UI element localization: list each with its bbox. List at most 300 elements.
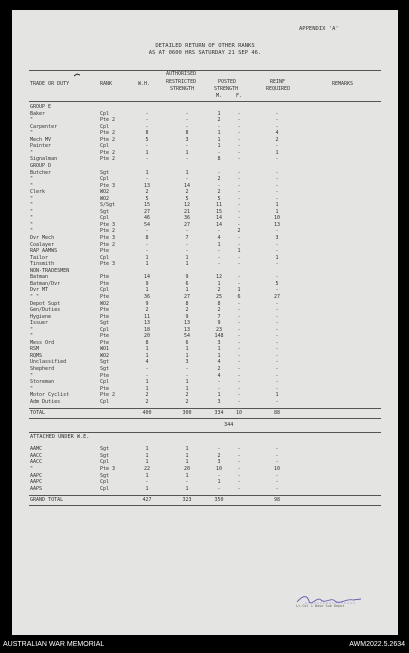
cell-trade: AACC [30, 459, 43, 466]
cell-rank: Cpl [100, 326, 110, 333]
cell-rein: 2 [275, 136, 279, 143]
col-trade-header: TRADE OR DUTY [30, 81, 70, 87]
cell-f: - [237, 352, 241, 359]
cell-auth: 1 [185, 346, 189, 353]
cell-m: - [217, 254, 221, 261]
cell-rank: Pte [100, 372, 110, 379]
cell-wh: 9 [145, 280, 149, 287]
cell-f: - [237, 479, 241, 486]
cell-m: 3 [217, 339, 221, 346]
cell-trade: " [30, 149, 34, 156]
cell-trade: " [30, 130, 34, 137]
cell-trade: Adm Duties [30, 398, 61, 405]
cell-trade: Hygiene [30, 313, 52, 320]
cell-m: 12 [215, 274, 223, 281]
cell-rank: Pte [100, 313, 110, 320]
cell-trade: Coalayer [30, 241, 55, 248]
cell-auth: 21 [183, 208, 191, 215]
total-auth: 300 [182, 410, 192, 417]
cell-trade: " " [30, 293, 40, 300]
cell-rank: Cpl [100, 110, 110, 117]
cell-trade: Dvr MT [30, 287, 49, 294]
cell-m: 2 [217, 176, 221, 183]
cell-trade: " [30, 228, 34, 235]
col-m-header: M. [216, 93, 223, 99]
cell-rank: Cpl [100, 479, 110, 486]
cell-wh: 2 [145, 307, 149, 314]
col-reinf-header-1: REINF [270, 79, 286, 85]
cell-auth: 2 [185, 307, 189, 314]
cell-m: 4 [217, 372, 221, 379]
cell-auth: - [185, 479, 189, 486]
cell-trade: " [30, 195, 34, 202]
cell-auth: 5 [185, 195, 189, 202]
cell-rein: 13 [273, 221, 281, 228]
cell-rein: - [275, 261, 279, 268]
cell-wh: 1 [145, 452, 149, 459]
cell-trade: " [30, 208, 34, 215]
cell-rein: 1 [275, 208, 279, 215]
cell-f: - [237, 149, 241, 156]
cell-wh: - [145, 241, 149, 248]
cell-f: - [237, 372, 241, 379]
cell-f: - [237, 452, 241, 459]
cell-rein: 4 [275, 130, 279, 137]
cell-wh: 8 [145, 235, 149, 241]
cell-wh: 36 [143, 293, 151, 300]
cell-wh: 46 [143, 215, 151, 222]
cell-wh: 4 [145, 359, 149, 366]
total-wh: 400 [142, 410, 152, 417]
cell-f: - [237, 366, 241, 372]
cell-rank: Cpl [100, 215, 110, 222]
cell-rein: - [275, 372, 279, 379]
grand-total-wh: 427 [142, 497, 152, 504]
cell-rank: Pte [100, 307, 110, 314]
cell-auth: - [185, 248, 189, 255]
cell-wh: 1 [145, 446, 149, 453]
cell-f: - [237, 208, 241, 215]
cell-auth: 1 [185, 287, 189, 294]
cell-trade: Issuer [30, 320, 49, 327]
total-rule-top [29, 408, 381, 409]
cell-auth: 3 [185, 136, 189, 143]
cell-rank: Pte 3 [100, 261, 116, 268]
cell-rein: - [275, 287, 279, 294]
cell-auth: - [185, 110, 189, 117]
grand-total-label: GRAND TOTAL [30, 497, 64, 504]
cell-m: 1 [217, 110, 221, 117]
cell-wh: - [145, 248, 149, 255]
cell-rein: - [275, 346, 279, 353]
cell-rein: - [275, 156, 279, 163]
cell-rein: 1 [275, 202, 279, 209]
cell-f: - [237, 215, 241, 222]
col-reinf-header-2: REQUIRED [266, 86, 291, 92]
cell-rein: - [275, 333, 279, 340]
cell-rank: Pte 3 [100, 221, 116, 228]
grand-total-reinf: 98 [273, 497, 281, 504]
cell-rein: - [275, 117, 279, 124]
cell-m: 3 [217, 459, 221, 466]
cell-auth: 13 [183, 326, 191, 333]
total-reinf: 88 [273, 410, 281, 417]
cell-rein: - [275, 313, 279, 320]
cell-f: 2 [237, 228, 241, 235]
cell-wh: 8 [145, 339, 149, 346]
cell-rein: - [275, 274, 279, 281]
cell-rein: - [275, 123, 279, 130]
cell-rank: Cpl [100, 459, 110, 466]
cell-trade: Butcher [30, 169, 52, 176]
cell-f: - [237, 392, 241, 399]
cell-auth: 1 [185, 446, 189, 453]
cell-auth: 2 [185, 392, 189, 399]
cell-m: 1 [217, 479, 221, 486]
cell-f: - [237, 385, 241, 392]
cell-wh: - [145, 176, 149, 183]
cell-rein: - [275, 339, 279, 346]
cell-auth: - [185, 366, 189, 372]
cell-trade: " [30, 202, 34, 209]
col-remarks-header: REMARKS [332, 81, 354, 87]
cell-trade: GROUP E [30, 104, 52, 110]
cell-m: 14 [215, 221, 223, 228]
cell-m: 2 [217, 117, 221, 124]
cell-auth: - [185, 123, 189, 130]
cell-m: 9 [217, 320, 221, 327]
cell-trade: NON-TRADESMEN [30, 267, 70, 274]
cell-m: 2 [217, 287, 221, 294]
cell-wh: 1 [145, 352, 149, 359]
appendix-label: APPENDIX 'A' [299, 26, 339, 32]
cell-rank: Sgt [100, 472, 110, 479]
cell-trade: " [30, 333, 34, 340]
cell-rein: - [275, 452, 279, 459]
cell-f: - [237, 339, 241, 346]
total-m: 334 [214, 410, 224, 417]
cell-rank: Pte 2 [100, 136, 116, 143]
col-auth-header-1: AUTHORISED [166, 71, 197, 77]
cell-m: 25 [215, 293, 223, 300]
cell-auth: 8 [185, 130, 189, 137]
cell-rank: WO2 [100, 300, 110, 307]
cell-wh: - [145, 479, 149, 486]
cell-wh: 2 [145, 392, 149, 399]
cell-trade: " [30, 326, 34, 333]
cell-rein: - [275, 459, 279, 466]
cell-rank: Pte [100, 274, 110, 281]
cell-auth: - [185, 228, 189, 235]
cell-trade: " [30, 215, 34, 222]
cell-auth: 1 [185, 352, 189, 359]
cell-rank: Pte [100, 248, 110, 255]
cell-wh: 13 [143, 182, 151, 189]
cell-m: 14 [215, 215, 223, 222]
cell-auth: 1 [185, 472, 189, 479]
cell-trade: Mess Ord [30, 339, 55, 346]
cell-auth: 27 [183, 293, 191, 300]
cell-m: 1 [217, 352, 221, 359]
cell-m: 8 [217, 300, 221, 307]
cell-auth: 8 [185, 300, 189, 307]
cell-m: 7 [217, 313, 221, 320]
cell-trade: Painter [30, 143, 52, 150]
cell-rank: Pte 2 [100, 149, 116, 156]
footer-accession: AWM2022.5.2634 [349, 641, 405, 648]
cell-rank: Cpl [100, 143, 110, 150]
cell-rein: - [275, 385, 279, 392]
cell-rein: - [275, 110, 279, 117]
cell-rein: 1 [275, 254, 279, 261]
cell-rein: - [275, 485, 279, 492]
cell-rank: Cpl [100, 176, 110, 183]
cell-m: 1 [217, 136, 221, 143]
cell-wh: 11 [143, 313, 151, 320]
cell-m: 1 [217, 130, 221, 137]
cell-rein: 1 [275, 149, 279, 156]
cell-f: - [237, 195, 241, 202]
cell-wh: 5 [145, 136, 149, 143]
ink-mark-icon [74, 62, 80, 66]
cell-rank: Pte [100, 293, 110, 300]
cell-trade: Unclassified [30, 359, 67, 366]
cell-auth: 1 [185, 459, 189, 466]
cell-wh: 1 [145, 385, 149, 392]
cell-wh: 18 [143, 326, 151, 333]
cell-f: - [237, 202, 241, 209]
cell-trade: AAPC [30, 479, 43, 486]
signature-caption: Lt-Col 1 Base Sub Depot [296, 604, 345, 608]
total-label: TOTAL [30, 410, 46, 417]
cell-f: - [237, 326, 241, 333]
cell-auth: - [185, 372, 189, 379]
cell-m: 10 [215, 465, 223, 472]
cell-trade: Storeman [30, 379, 55, 386]
cell-f: - [237, 280, 241, 287]
cell-f: - [237, 156, 241, 163]
cell-rein: - [275, 189, 279, 196]
cell-f: - [237, 176, 241, 183]
cell-m: 2 [217, 366, 221, 372]
cell-rein: - [275, 366, 279, 372]
cell-auth: 1 [185, 169, 189, 176]
attached-section-label: ATTACHED UNDER W.E. [30, 434, 90, 441]
col-auth-header-2: RESTRICTED [166, 79, 197, 85]
cell-auth: 36 [183, 215, 191, 222]
cell-trade: Signalman [30, 156, 58, 163]
cell-m: 2 [217, 307, 221, 314]
col-wh-header: W.H. [138, 81, 151, 87]
grand-total-auth: 323 [182, 497, 192, 504]
cell-wh: 1 [145, 149, 149, 156]
cell-rank: Sgt [100, 366, 110, 372]
cell-rein: 3 [275, 235, 279, 241]
cell-trade: GROUP D [30, 162, 52, 169]
cell-auth: 1 [185, 379, 189, 386]
cell-f: - [237, 261, 241, 268]
cell-rank: Pte 2 [100, 117, 116, 124]
cell-wh: 1 [145, 287, 149, 294]
cell-wh: - [145, 123, 149, 130]
cell-auth: 1 [185, 254, 189, 261]
cell-wh: 9 [145, 300, 149, 307]
cell-m: - [217, 228, 221, 235]
cell-rank: Pte [100, 333, 110, 340]
cell-trade: " [30, 221, 34, 228]
cell-auth: 2 [185, 398, 189, 405]
cell-f: - [237, 274, 241, 281]
cell-wh: 2 [145, 398, 149, 405]
document-subtitle: AS AT 0600 HRS SATURDAY 21 SEP 46. [148, 50, 262, 56]
cell-rank: Cpl [100, 254, 110, 261]
cell-rein: 27 [273, 293, 281, 300]
cell-rein: - [275, 359, 279, 366]
cell-auth: 54 [183, 333, 191, 340]
cell-trade: RQMS [30, 352, 43, 359]
cell-f: - [237, 359, 241, 366]
cell-rein: - [275, 169, 279, 176]
cell-wh: 22 [143, 465, 151, 472]
cell-f: - [237, 117, 241, 124]
cell-rank: S/Sgt [100, 202, 116, 209]
cell-f: - [237, 136, 241, 143]
cell-rein: 1 [275, 392, 279, 399]
col-posted-header-2: STRENGTH [214, 86, 239, 92]
cell-wh: - [145, 366, 149, 372]
cell-f: - [237, 235, 241, 241]
cell-f: - [237, 300, 241, 307]
cell-auth: 1 [185, 149, 189, 156]
cell-rein: - [275, 241, 279, 248]
cell-trade: " [30, 182, 34, 189]
cell-wh: 1 [145, 485, 149, 492]
cell-wh: 1 [145, 261, 149, 268]
cell-auth: 9 [185, 274, 189, 281]
cell-trade: Clerk [30, 189, 46, 196]
cell-auth: 14 [183, 182, 191, 189]
cell-rank: Pte 2 [100, 241, 116, 248]
cell-m: 1 [217, 241, 221, 248]
cell-wh: 13 [143, 320, 151, 327]
cell-m: 2 [217, 189, 221, 196]
cell-m: - [217, 261, 221, 268]
cell-rank: Sgt [100, 208, 110, 215]
cell-trade: AACC [30, 452, 43, 459]
cell-m: - [217, 182, 221, 189]
cell-wh: 1 [145, 379, 149, 386]
cell-auth: - [185, 156, 189, 163]
cell-m: - [217, 123, 221, 130]
cell-rein: - [275, 472, 279, 479]
cell-auth: - [185, 241, 189, 248]
cell-rank: Sgt [100, 359, 110, 366]
cell-trade: Carpenter [30, 123, 58, 130]
document-page [12, 10, 398, 635]
cell-rein: 10 [273, 465, 281, 472]
cell-rank: Pte [100, 280, 110, 287]
cell-wh: 27 [143, 208, 151, 215]
cell-rank: WO2 [100, 195, 110, 202]
cell-trade: " [30, 117, 34, 124]
cell-trade: Batman/Dvr [30, 280, 61, 287]
cell-auth: 27 [183, 221, 191, 228]
cell-rank: Cpl [100, 287, 110, 294]
cell-f: - [237, 485, 241, 492]
cell-rein: - [275, 195, 279, 202]
cell-rein: - [275, 248, 279, 255]
cell-f: - [237, 346, 241, 353]
cell-auth: 2 [185, 189, 189, 196]
cell-f: - [237, 472, 241, 479]
cell-auth: 9 [185, 313, 189, 320]
cell-f: - [237, 313, 241, 320]
cell-m: 8 [217, 156, 221, 163]
cell-m: 1 [217, 280, 221, 287]
cell-trade: " [30, 465, 34, 472]
cell-rein: - [275, 446, 279, 453]
cell-rank: Pte 3 [100, 465, 116, 472]
cell-wh: 54 [143, 221, 151, 228]
cell-rank: Pte 2 [100, 392, 116, 399]
cell-trade: Depot Supt [30, 300, 61, 307]
cell-rank: Sgt [100, 320, 110, 327]
cell-wh: 20 [143, 333, 151, 340]
cell-wh: - [145, 228, 149, 235]
total-rule-bottom [29, 418, 381, 419]
cell-rank: Pte 2 [100, 156, 116, 163]
document-title: DETAILED RETURN OF OTHER RANKS [155, 43, 255, 49]
footer-institution: AUSTRALIAN WAR MEMORIAL [3, 641, 105, 648]
cell-wh: 1 [145, 459, 149, 466]
cell-trade: RAP AAMWS [30, 248, 58, 255]
cell-auth: 1 [185, 261, 189, 268]
header-rule-top [29, 70, 381, 71]
cell-f: - [237, 254, 241, 261]
cell-auth: 6 [185, 280, 189, 287]
cell-f: - [237, 333, 241, 340]
cell-m: 3 [217, 398, 221, 405]
cell-f: - [237, 320, 241, 327]
cell-auth: 1 [185, 385, 189, 392]
cell-wh: 5 [145, 195, 149, 202]
cell-m: - [217, 149, 221, 156]
cell-wh: - [145, 110, 149, 117]
cell-auth: - [185, 176, 189, 183]
cell-auth: 13 [183, 320, 191, 327]
cell-f: - [237, 379, 241, 386]
cell-rank: WO2 [100, 352, 110, 359]
cell-rank: Pte 2 [100, 130, 116, 137]
cell-rank: WO1 [100, 346, 110, 353]
cell-f: - [237, 307, 241, 314]
cell-trade: " [30, 176, 34, 183]
cell-trade: AAPS [30, 485, 43, 492]
col-auth-header-3: STRENGTH [170, 86, 195, 92]
cell-wh: 15 [143, 202, 151, 209]
cell-m: - [217, 379, 221, 386]
cell-rein: - [275, 228, 279, 235]
cell-f: - [237, 143, 241, 150]
cell-rein: - [275, 307, 279, 314]
cell-m: 15 [215, 208, 223, 215]
cell-rank: Pte [100, 385, 110, 392]
cell-f: - [237, 241, 241, 248]
cell-f: - [237, 130, 241, 137]
cell-rank: Pte 3 [100, 182, 116, 189]
cell-rein: - [275, 182, 279, 189]
cell-trade: Tailor [30, 254, 49, 261]
